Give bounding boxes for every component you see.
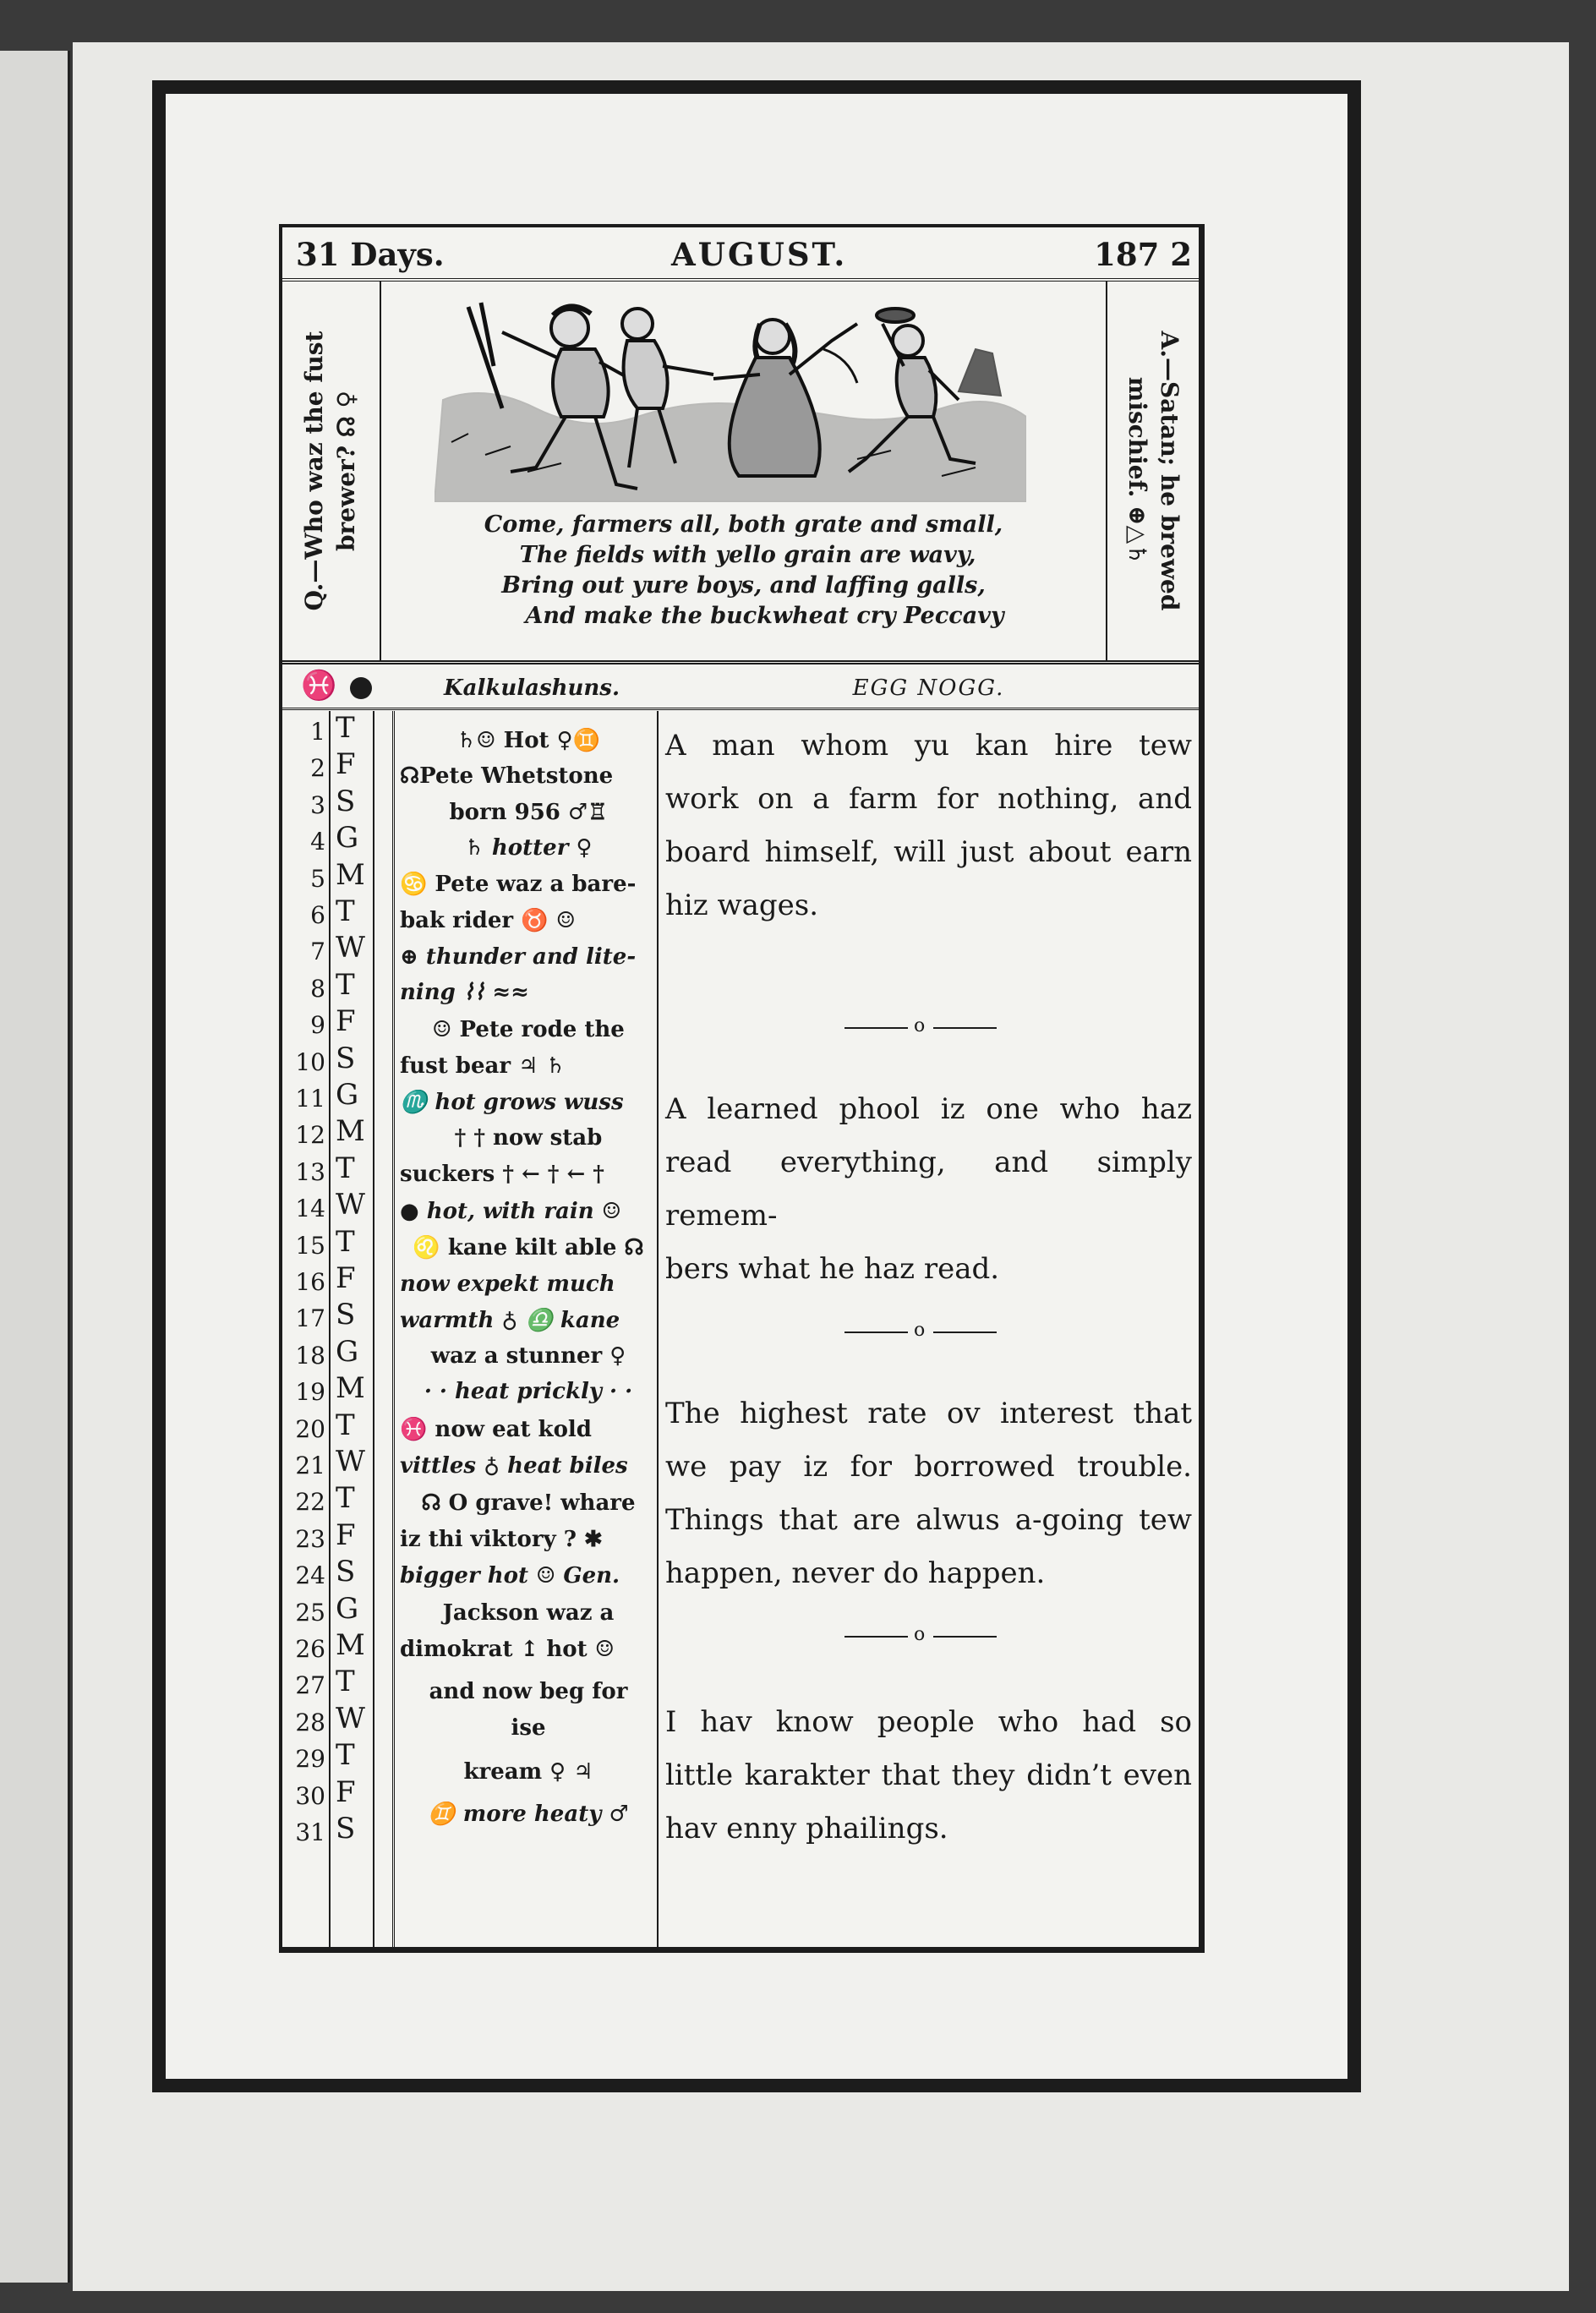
verse-line: And make the buckwheat cry Peccavy [525,603,1004,629]
day-number: 24 [295,1561,325,1590]
paragraph-line: read everything, and simply remem- [665,1146,1192,1233]
day-row [282,934,329,971]
day-number: 26 [295,1635,325,1663]
day-number: 30 [295,1781,325,1810]
day-row [282,714,329,751]
day-row [282,1375,329,1411]
calculation-line: now expekt much [400,1271,615,1297]
section-divider: o [844,1624,997,1649]
day-row [282,1155,329,1191]
paragraph-line: work on a farm for nothing, and [665,782,1192,816]
day-number: 8 [310,974,325,1003]
calculation-line: suckers † ← † ← † [400,1162,604,1187]
page-header [282,227,1199,282]
calculation-line: waz a stunner ♀ [430,1343,626,1369]
calculation-line: ☺ Pete rode the [432,1017,625,1042]
calculation-line: iz thi viktory ? ✱ [400,1527,603,1552]
weekday-letter: F [336,1261,356,1295]
day-number: 7 [310,938,325,966]
days-count: 31 Days. [296,236,445,273]
weekday-cell [331,1628,373,1665]
calculation-line: warmth ♁ ♎ kane [400,1308,620,1333]
calculation-line: kream ♀ ♃ [463,1759,593,1785]
day-number: 21 [295,1452,325,1479]
day-number: 10 [295,1047,325,1076]
calculation-line: bigger hot ☺ Gen. [400,1563,620,1588]
illustration-band [282,282,1199,664]
day-number: 15 [295,1231,325,1260]
paragraph-line: bers what he haz read. [665,1252,1000,1286]
calculation-line: vittles ♁ heat biles [400,1453,628,1479]
day-row [282,1815,329,1851]
weekday-cell [331,1408,373,1445]
calendar-header [282,667,1199,710]
day-row [282,1008,329,1044]
calculation-line: ♋ Pete waz a bare- [400,872,637,897]
weekday-cell [331,1114,373,1151]
day-number: 3 [310,790,325,819]
calculation-line: ⊕ thunder and lite- [400,944,637,970]
day-number: 22 [295,1488,325,1517]
woodcut-illustration [435,290,1026,510]
calculation-line: ☊ O grave! whare [421,1490,636,1516]
verse-line: Come, farmers all, both grate and small, [484,511,1003,538]
calculation-line: ☊Pete Whetstone [400,763,614,789]
calculation-line: · · heat prickly · · [424,1379,633,1404]
weekday-cell [331,1555,373,1591]
weekday-cell [331,1261,373,1298]
paragraph [665,1083,1192,1296]
weekday-letter: G [336,1334,359,1369]
question-column [282,282,381,660]
day-number: 11 [295,1085,325,1113]
month-title: AUGUST. [671,236,848,273]
weekday-cell [331,1702,373,1738]
weekday-letter: F [336,1774,356,1809]
weekday-cell [331,785,373,821]
day-row [282,971,329,1008]
day-number: 12 [295,1121,325,1150]
weekday-cell [331,1298,373,1334]
weekday-letter: T [336,1665,355,1699]
question-text: Q.—Who waz the fust brewer? ☊ ♀ [300,331,360,611]
weekday-letter: T [336,967,355,1002]
day-number: 18 [295,1341,325,1370]
weekday-cell [331,1225,373,1261]
day-number: 4 [310,828,325,856]
day-number: 2 [310,754,325,783]
day-row [282,1118,329,1154]
day-row [282,1668,329,1704]
day-row [282,861,329,898]
day-row [282,1742,329,1778]
weekday-letter: S [336,1555,356,1589]
weekday-cell [331,1188,373,1224]
calculation-line: ♊ more heaty ♂ [428,1802,629,1827]
day-row [282,1265,329,1301]
day-row [282,1191,329,1228]
weekday-letter: S [336,1041,356,1075]
day-row [282,1485,329,1521]
weekday-letter: T [336,1738,355,1773]
verse-line: Bring out yure boys, and laffing galls, [501,572,986,599]
calculation-line: ise [511,1715,546,1741]
egg-nogg-column [659,711,1199,1947]
day-number: 6 [310,901,325,929]
weekday-letter: F [336,747,356,782]
day-number: 29 [295,1745,325,1774]
day-row [282,1338,329,1375]
calculation-line: bak rider ♉ ☺ [400,908,576,933]
calculation-line: ♄ hotter ♀ [464,835,593,861]
calculation-line: fust bear ♃ ♄ [400,1053,566,1079]
weekday-cell [331,821,373,857]
answer-column [1106,282,1199,660]
paragraph-line: Things that are alwus a-going tew [665,1503,1192,1537]
weekday-cell [331,711,373,747]
weekday-cell [331,1445,373,1481]
weekday-cell [331,1592,373,1628]
day-number: 1 [310,718,325,746]
day-number-column [282,711,329,1947]
paragraph-line: little karakter that they didn’t even [665,1758,1192,1792]
paragraph-line: A learned phool iz one who haz [665,1092,1192,1126]
day-number: 23 [295,1524,325,1553]
paragraph-line: A man whom yu kan hire tew [665,729,1192,763]
weekday-cell [331,1078,373,1114]
day-row [282,1632,329,1668]
paragraph-line: we pay iz for borrowed trouble. [665,1450,1192,1484]
weekday-cell [331,1151,373,1188]
weekday-letter: M [336,1371,365,1406]
weekday-letter: T [336,1408,355,1442]
paragraph-line: The highest rate ov interest that [665,1397,1192,1430]
calculation-line: ♓ now eat kold [400,1417,592,1442]
weekday-letter: T [336,711,355,745]
day-number: 25 [295,1598,325,1627]
day-row [282,1081,329,1118]
paragraph-line: hiz wages. [665,889,819,922]
paragraph-line: happen, never do happen. [665,1556,1046,1590]
paragraph [665,1696,1192,1856]
section-divider: o [844,1015,997,1041]
paragraph [665,719,1192,932]
day-number: 13 [295,1157,325,1186]
day-number: 19 [295,1378,325,1407]
day-row [282,1045,329,1081]
paragraph [665,1387,1192,1600]
calculation-line: ning ⌇⌇ ≈≈ [400,980,529,1005]
calculations-title: Kalkulashuns. [444,675,620,701]
weekday-letter: T [336,1481,355,1516]
day-number: 31 [295,1818,325,1846]
left-page-edge [0,51,70,2283]
weekday-letter: S [336,1298,356,1332]
day-row [282,824,329,861]
weekday-cell [331,1738,373,1774]
verse [380,510,1107,653]
weekday-letter: M [336,1628,365,1662]
weekday-cell [331,1812,373,1848]
weekday-letter: F [336,1004,356,1039]
weekday-letter: F [336,1517,356,1552]
day-row [282,1705,329,1742]
weekday-letter: M [336,1114,365,1149]
weekday-cell [331,1665,373,1701]
day-row [282,1779,329,1815]
weekday-cell [331,1518,373,1555]
column-title: EGG NOGG. [852,675,1005,701]
day-number: 5 [310,864,325,893]
day-number: 9 [310,1011,325,1040]
weekday-cell [331,894,373,931]
weekday-cell [331,1371,373,1408]
weekday-cell [331,747,373,784]
weekday-letter: W [336,1701,365,1736]
day-row [282,751,329,787]
weekday-letter: W [336,1188,365,1222]
weekday-letter: G [336,1078,359,1112]
paragraph-line: I hav know people who had so [665,1705,1192,1739]
day-number: 27 [295,1671,325,1700]
weekday-letter: T [336,894,355,928]
year: 187 2 [1094,236,1192,273]
calendar-body [282,711,1199,1947]
weekday-cell [331,1335,373,1371]
answer-text: A.—Satan; he brewed mischief. ⊕△♄ [1123,331,1183,611]
day-row [282,1558,329,1594]
weekday-cell [331,1481,373,1517]
weekday-letter: G [336,1591,359,1626]
day-row [282,1448,329,1485]
moon-icon [350,677,372,699]
pisces-symbol-icon: ♓ [301,669,337,703]
day-row [282,1522,329,1558]
paragraph-line: hav enny phailings. [665,1812,948,1845]
calculation-line: Jackson waz a [442,1600,615,1626]
paragraph-line: board himself, will just about earn [665,835,1192,869]
calculation-line: dimokrat ↥ hot ☺ [400,1637,615,1662]
verse-line: The fields with yello grain are wavy, [519,542,976,568]
calculation-line: † † now stab [454,1125,603,1151]
day-number: 14 [295,1195,325,1223]
day-number: 28 [295,1708,325,1736]
calculation-line: ♄☺ Hot ♀♊ [456,728,600,753]
weekday-cell [331,1775,373,1812]
weekday-column [329,711,374,1947]
weekday-cell [331,1042,373,1078]
calculations-column [392,711,659,1947]
weekday-letter: W [336,1445,365,1479]
weekday-cell [331,931,373,967]
day-row [282,1595,329,1632]
section-divider: o [844,1320,997,1345]
almanac-leaf [279,224,1205,1953]
day-row [282,788,329,824]
weekday-cell [331,968,373,1004]
day-row [282,898,329,934]
day-number: 20 [295,1414,325,1443]
day-number: 17 [295,1304,325,1333]
weekday-letter: G [336,821,359,856]
weekday-cell [331,858,373,894]
day-row [282,1301,329,1337]
weekday-letter: T [336,1224,355,1259]
calculation-line: ♏ hot grows wuss [400,1090,624,1115]
calculation-line: ● hot, with rain ☺ [400,1199,622,1224]
day-row [282,1412,329,1448]
weekday-letter: W [336,931,365,965]
calculation-line: ♌ kane kilt able ☊ [413,1235,644,1260]
weekday-letter: T [336,1151,355,1185]
day-number: 16 [295,1268,325,1296]
weekday-cell [331,1004,373,1041]
day-row [282,1228,329,1265]
calculation-line: and now beg for [429,1679,628,1704]
weekday-letter: M [336,857,365,892]
weekday-letter: S [336,784,356,818]
calculation-line: born 956 ♂♖ [449,800,608,825]
weekday-letter: S [336,1812,356,1845]
